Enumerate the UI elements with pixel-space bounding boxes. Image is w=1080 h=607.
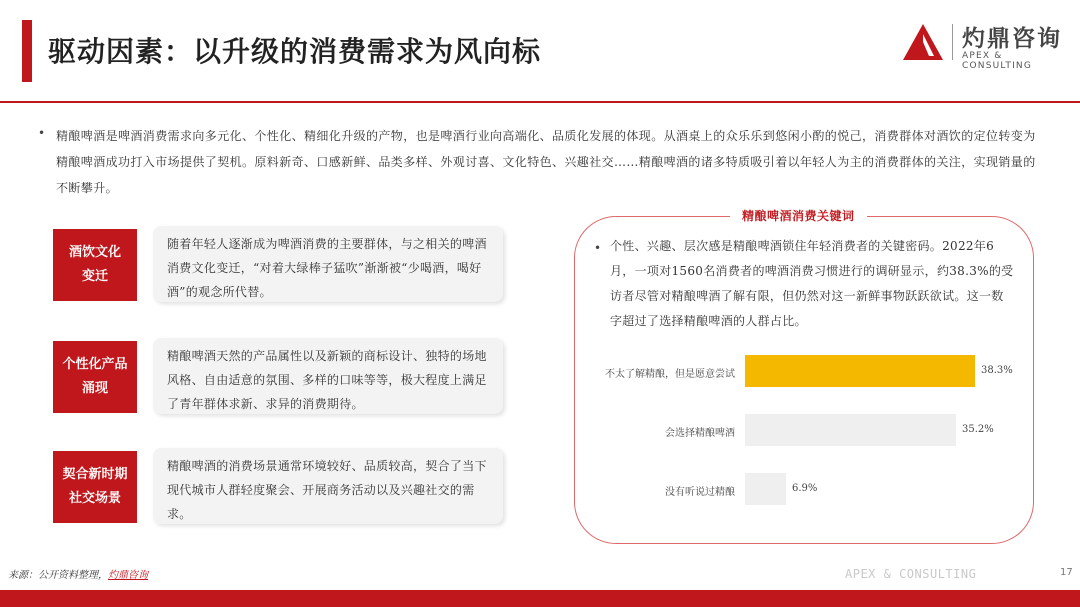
factor-desc-products: 精酿啤酒天然的产品属性以及新颖的商标设计、独特的场地风格、自由适意的氛围、多样的口味等等，极大程度上满足了青年群体求新、求异的消费期待。 [153,338,503,414]
factor-label-social [53,451,137,523]
chart-bar [745,414,956,446]
page-title: 驱动因素：以升级的消费需求为风向标 [48,35,542,68]
factor-label-culture [53,229,137,301]
factor-label-line: 酒饮文化 [68,245,121,260]
factor-label-line: 涌现 [81,381,108,396]
intro-paragraph: 精酿啤酒是啤酒消费需求向多元化、个性化、精细化升级的产物，也是啤酒行业向高端化、品质化发展的体现。从酒桌上的众乐乐到悠闲小酌的悦己，消费群体对酒饮的定位转变为精酿啤酒成功打入市场提供了契机。原料新奇、口感新鲜、品类多样、外观讨喜、文化特色、兴趣社交……精酿啤酒的诸多特质吸引着以年轻人为主的消费群体的关注，实现销量的不断攀升。 [56,129,1036,195]
footer-bar [0,590,1080,607]
chart-category-label: 没有听说过精酿 [665,487,735,498]
chart-value-label: 35.2% [962,424,994,435]
panel-bullet: • [594,241,602,255]
brand-logo [902,18,1072,71]
factor-desc-social: 精酿啤酒的消费场景通常环境较好、品质较高，契合了当下现代城市人群轻度聚会、开展商务活动以及兴趣社交的需求。 [153,448,503,524]
chart-bar [745,355,975,387]
factor-desc-culture: 随着年轻人逐渐成为啤酒消费的主要群体，与之相关的啤酒消费文化变迁，“对着大绿棒子猛吹”渐渐被“少喝酒，喝好酒”的观念所代替。 [153,226,503,302]
factor-label-products [53,341,137,413]
chart-bar [745,473,786,505]
intro-bullet: • [38,126,46,140]
chart-category-label: 会选择精酿啤酒 [665,428,735,439]
logo-text-en: APEX & CONSULTING [962,51,1033,71]
logo-triangle-icon [902,22,944,62]
header-divider [0,101,1080,103]
chart-value-label: 38.3% [981,365,1013,376]
factor-label-line: 变迁 [81,269,108,284]
panel-paragraph: 个性、兴趣、层次感是精酿啤酒锁住年轻消费者的关键密码。2022年6月，一项对1560名消费者的啤酒消费习惯进行的调研显示，约38.3%的受访者尽管对精酿啤酒了解有限，但仍然对这一新鲜事物跃跃欲试。这一数字超过了选择精酿啤酒的人群占比。 [610,239,1014,328]
source-link[interactable]: 灼鼎咨询 [108,570,148,581]
chart-category-label: 不太了解精酿，但是愿意尝试 [605,369,735,380]
chart-value-label: 6.9% [792,483,818,494]
title-accent-bar [22,20,32,82]
source-note [8,566,148,581]
logo-divider [952,24,953,60]
factor-label-line: 契合新时期 [62,467,128,482]
footer-brand: APEX & CONSULTING [845,567,977,581]
page-number: 17 [1060,567,1073,578]
panel-title: 精酿啤酒消费关键词 [730,207,867,224]
factor-label-line: 个性化产品 [62,357,128,372]
factor-label-line: 社交场景 [68,491,121,506]
logo-text-cn: 灼鼎咨询 [962,26,1062,52]
source-prefix: 来源：公开资料整理， [8,570,108,581]
